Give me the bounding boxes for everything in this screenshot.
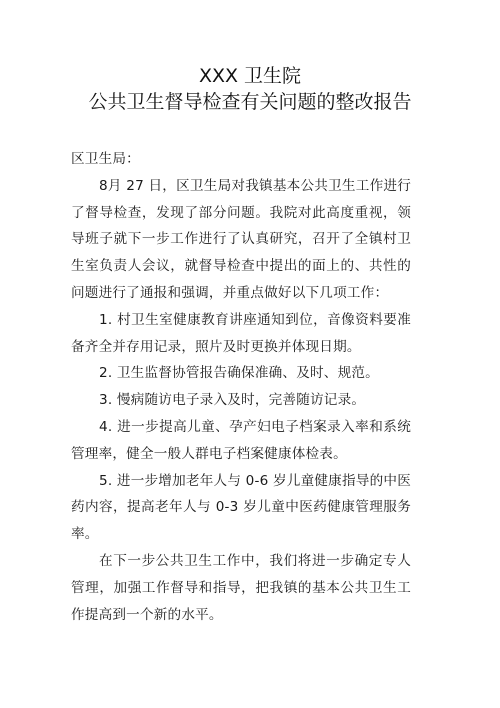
document-title <box>0 63 500 115</box>
paragraph-intro: 8月 27 日，区卫生局对我镇基本公共卫生工作进行了督导检查，发现了部分问题。我院对此高度重视，领导班子就下一步工作进行了认真研究，召开了全镇村卫生室负责人会议，就督导检查中提出的面上的、共性的问题进行了通报和强调，并重点做好以下几项工作： <box>71 177 411 301</box>
paragraph-item-4: 4. 进一步提高儿童、孕产妇电子档案录入率和系统管理率，健全一般人群电子档案健康体检表。 <box>71 418 411 462</box>
paragraph-item-1: 1. 村卫生室健康教育讲座通知到位，音像资料要准备齐全并存用记录，照片及时更换并体现日期。 <box>71 311 411 355</box>
salutation: 区卫生局： <box>71 151 140 167</box>
title-line-2: 公共卫生督导检查有关问题的整改报告 <box>88 91 412 113</box>
paragraph-item-3: 3. 慢病随访电子录入及时，完善随访记录。 <box>99 392 366 409</box>
paragraph-item-5: 5. 进一步增加老年人与 0-6 岁儿童健康指导的中医药内容，提高老年人与 0-3 岁儿童中医药健康管理服务率。 <box>71 472 411 543</box>
title-line-1: XXX 卫生院 <box>198 65 302 87</box>
document-body <box>71 146 411 628</box>
paragraph-item-2: 2. 卫生监督协管报告确保准确、及时、规范。 <box>99 365 379 382</box>
paragraph-closing: 在下一步公共卫生工作中，我们将进一步确定专人管理，加强工作督导和指导，把我镇的基本公共卫生工作提高到一个新的水平。 <box>71 552 411 623</box>
